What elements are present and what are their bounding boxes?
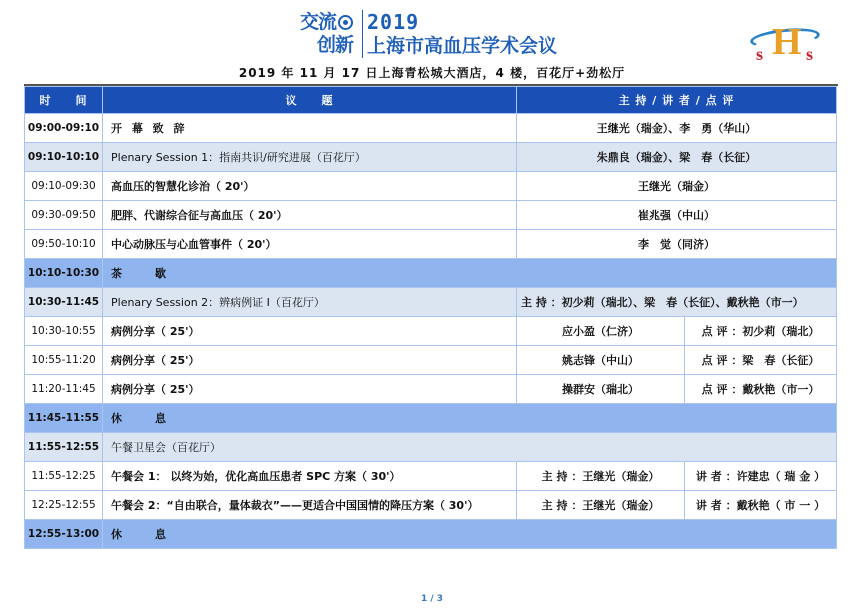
- time-cell: 10:55-11:20: [25, 346, 103, 375]
- table-row: [25, 114, 837, 143]
- shs-logo-icon: [748, 22, 824, 68]
- table-row: [25, 491, 837, 520]
- logo-letter-h: H: [772, 21, 802, 63]
- col-header-time: 时 间: [25, 87, 103, 114]
- topic-cell: 肥胖、代谢综合征与高血压（ 20'）: [103, 201, 517, 230]
- logo-letter-s-left: s: [756, 44, 764, 64]
- table-row: [25, 462, 837, 491]
- time-cell: 10:30-11:45: [25, 288, 103, 317]
- target-icon: [338, 15, 353, 30]
- table-row-break: [25, 404, 837, 433]
- topic-cell: 午餐卫星会（百花厅）: [103, 433, 837, 462]
- topic-cell: 开 幕 致 辞: [103, 114, 517, 143]
- speaker-cell: 李 觉（同济）: [517, 230, 837, 259]
- speaker-cell: 王继光（瑞金）: [517, 172, 837, 201]
- agenda-table: [24, 86, 837, 549]
- time-cell: 11:55-12:55: [25, 433, 103, 462]
- speaker-cell: 操群安（瑞北）: [517, 375, 685, 404]
- page-header: [0, 0, 864, 82]
- table-row: [25, 317, 837, 346]
- event-date-venue: 2019 年 11 月 17 日上海青松城大酒店，4 楼，百花厅+劲松厅: [238, 66, 626, 80]
- time-cell: 09:00-09:10: [25, 114, 103, 143]
- table-row: [25, 201, 837, 230]
- table-row-break: [25, 520, 837, 549]
- break-label: 茶 歇: [103, 259, 837, 288]
- time-cell: 11:20-11:45: [25, 375, 103, 404]
- time-cell: 11:55-12:25: [25, 462, 103, 491]
- time-cell: 09:10-10:10: [25, 143, 103, 172]
- commenter-cell: 点 评 ：梁 春（长征）: [685, 346, 837, 375]
- table-row: [25, 346, 837, 375]
- table-row: [25, 433, 837, 462]
- chair-cell: 主 持 ：王继光（瑞金）: [517, 491, 685, 520]
- page-indicator: 1 / 3: [420, 594, 444, 604]
- time-cell: 11:45-11:55: [25, 404, 103, 433]
- break-label: 休 息: [103, 520, 837, 549]
- table-row: [25, 375, 837, 404]
- chair-cell: 王继光（瑞金）、李 勇（华山）: [517, 114, 837, 143]
- conference-logo: [300, 8, 557, 60]
- time-cell: 12:25-12:55: [25, 491, 103, 520]
- conference-name: 上海市高血压学术会议: [367, 35, 558, 57]
- time-cell: 10:10-10:30: [25, 259, 103, 288]
- topic-cell: Plenary Session 2：辨病例证 I（百花厅）: [103, 288, 517, 317]
- break-label: 休 息: [103, 404, 837, 433]
- speaker-cell: 应小盈（仁济）: [517, 317, 685, 346]
- topic-cell: 中心动脉压与心血管事件（ 20'）: [103, 230, 517, 259]
- topic-cell: 病例分享（ 25'）: [103, 317, 517, 346]
- table-row: [25, 230, 837, 259]
- topic-cell: 病例分享（ 25'）: [103, 375, 517, 404]
- time-cell: 10:30-10:55: [25, 317, 103, 346]
- time-cell: 09:10-09:30: [25, 172, 103, 201]
- conference-year: 2019: [367, 10, 420, 34]
- topic-cell: Plenary Session 1：指南共识/研究进展（百花厅）: [103, 143, 517, 172]
- chair-cell: 朱鼎良（瑞金）、梁 春（长征）: [517, 143, 837, 172]
- table-row: [25, 288, 837, 317]
- table-row: [25, 172, 837, 201]
- commenter-cell: 点 评 ：初少莉（瑞北）: [685, 317, 837, 346]
- slogan-line-2: 创新: [317, 34, 354, 56]
- chair-cell: 主 持 ：王继光（瑞金）: [517, 462, 685, 491]
- logo-divider: [362, 10, 363, 58]
- time-cell: 09:50-10:10: [25, 230, 103, 259]
- topic-cell: 高血压的智慧化诊治（ 20'）: [103, 172, 517, 201]
- table-header-row: [25, 87, 837, 114]
- table-row: [25, 143, 837, 172]
- table-row-break: [25, 259, 837, 288]
- chair-cell: 主 持 ：初少莉（瑞北）、梁 春（长征）、戴秋艳（市一）: [517, 288, 837, 317]
- speaker-cell: 讲 者 ：许建忠（ 瑞 金 ）: [685, 462, 837, 491]
- commenter-cell: 点 评 ：戴秋艳（市一）: [685, 375, 837, 404]
- topic-cell: 病例分享（ 25'）: [103, 346, 517, 375]
- slogan: [300, 8, 358, 60]
- time-cell: 09:30-09:50: [25, 201, 103, 230]
- topic-cell: 午餐会 1： 以终为始，优化高血压患者 SPC 方案（ 30'）: [103, 462, 517, 491]
- time-cell: 12:55-13:00: [25, 520, 103, 549]
- speaker-cell: 讲 者 ：戴秋艳（ 市 一 ）: [685, 491, 837, 520]
- col-header-topic: 议 题: [103, 87, 517, 114]
- logo-letter-s-right: s: [806, 44, 814, 64]
- speaker-cell: 姚志锋（中山）: [517, 346, 685, 375]
- col-header-people: 主 持 / 讲 者 / 点 评: [517, 87, 837, 114]
- topic-cell: 午餐会 2：“自由联合，量体裁衣”——更适合中国国情的降压方案（ 30'）: [103, 491, 517, 520]
- speaker-cell: 崔兆强（中山）: [517, 201, 837, 230]
- slogan-line-1: 交流: [300, 11, 337, 33]
